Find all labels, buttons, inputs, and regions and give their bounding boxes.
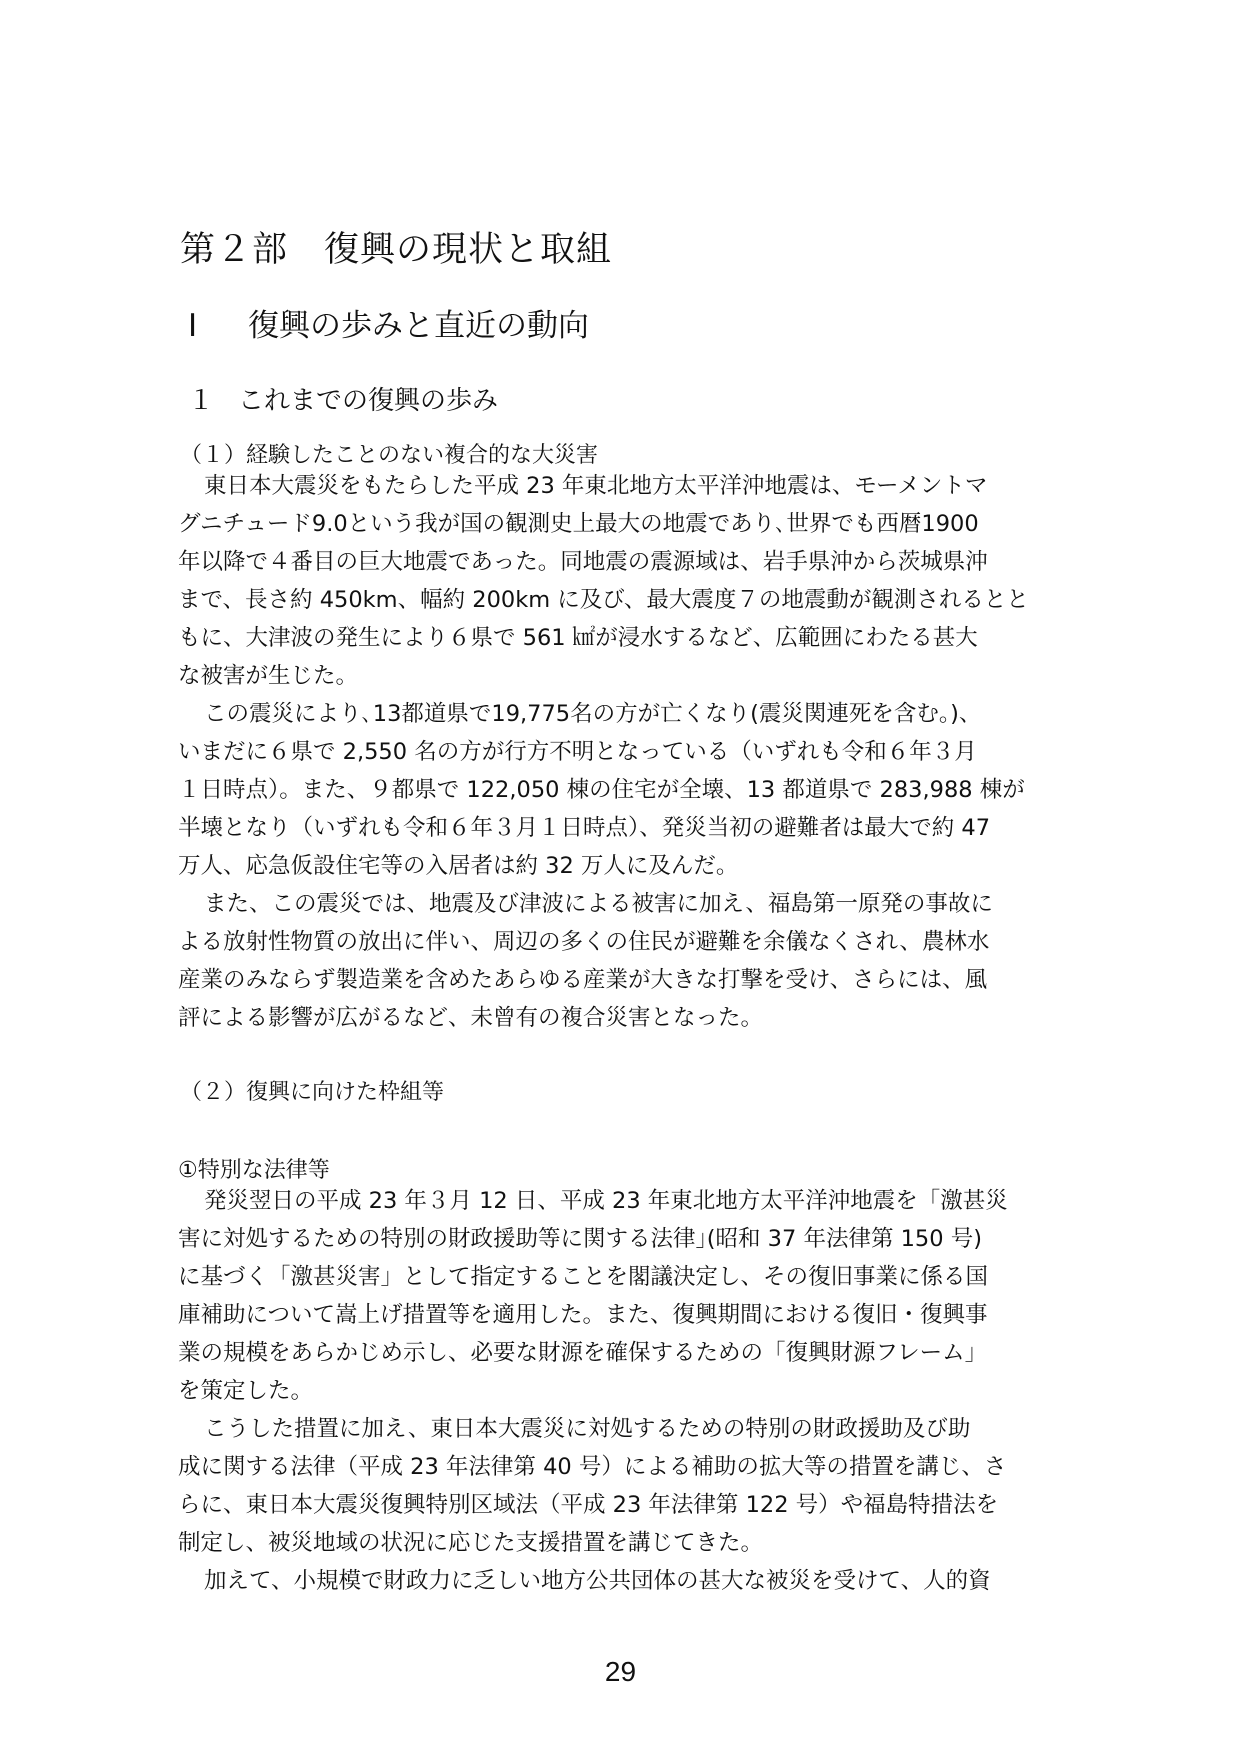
text-line: 制定し、被災地域の状況に応じた支援措置を講じてきた。 xyxy=(178,1530,764,1556)
text-line: まで、長さ約 450km、幅約 200km に及び、最大震度７の地震動が観測されるとと xyxy=(178,587,1029,613)
text-line: 発災翌日の平成 23 年３月 12 日、平成 23 年東北地方太平洋沖地震を「激甚災 xyxy=(204,1188,1008,1214)
paragraph xyxy=(178,1182,1068,1410)
item-title: ①特別な法律等 xyxy=(178,1158,330,1183)
text-line: グニチュード9.0という我が国の観測史上最大の地震であり､世界でも西暦1900 xyxy=(178,511,979,537)
text-line: もに、大津波の発生により６県で 561 ㎢が浸水するなど、広範囲にわたる甚大 xyxy=(178,625,978,651)
subsection-1-title: （１）経験したことのない複合的な大災害 xyxy=(180,443,599,468)
text-line: この震災により､13都道県で19,775名の方が亡くなり(震災関連死を含む｡)、 xyxy=(204,701,982,727)
text-line: こうした措置に加え、東日本大震災に対処するための特別の財政援助及び助 xyxy=(204,1416,971,1442)
section-title-text: これまでの復興の歩み xyxy=(238,386,499,416)
text-line: また、この震災では、地震及び津波による被害に加え、福島第一原発の事故に xyxy=(204,891,993,917)
text-line: 庫補助について嵩上げ措置等を適用した。また、復興期間における復旧・復興事 xyxy=(178,1302,988,1328)
text-line: 産業のみならず製造業を含めたあらゆる産業が大きな打撃を受け、さらには、風 xyxy=(178,967,988,993)
text-line: 害に対処するための特別の財政援助等に関する法律｣(昭和 37 年法律第 150 号) xyxy=(178,1226,982,1252)
chapter-number: Ⅰ xyxy=(188,308,198,344)
text-line: 加えて、小規模で財政力に乏しい地方公共団体の甚大な被災を受けて、人的資 xyxy=(204,1568,991,1594)
text-line: よる放射性物質の放出に伴い、周辺の多くの住民が避難を余儀なくされ、農林水 xyxy=(178,929,990,955)
text-line: 年以降で４番目の巨大地震であった。同地震の震源域は、岩手県沖から茨城県沖 xyxy=(178,549,988,575)
paragraph xyxy=(178,1410,1068,1562)
text-line: 評による影響が広がるなど、未曾有の複合災害となった。 xyxy=(178,1005,764,1031)
text-line: な被害が生じた。 xyxy=(178,663,359,689)
text-line: を策定した。 xyxy=(178,1378,314,1404)
text-line: 業の規模をあらかじめ示し、必要な財源を確保するための「復興財源フレーム」 xyxy=(178,1340,988,1366)
paragraph xyxy=(178,467,1068,695)
text-line: に基づく「激甚災害」として指定することを閣議決定し、その復旧事業に係る国 xyxy=(178,1264,989,1290)
section-title xyxy=(188,380,498,417)
text-line: １日時点）。また、９都県で 122,050 棟の住宅が全壊、13 都道県で 283,988 棟が xyxy=(178,777,1025,803)
text-line: 万人、応急仮設住宅等の入居者は約 32 万人に及んだ。 xyxy=(178,853,739,879)
text-line: 半壊となり（いずれも令和６年３月１日時点）、発災当初の避難者は最大で約 47 xyxy=(178,815,991,841)
part-title: 第２部 復興の現状と取組 xyxy=(180,230,613,270)
subsection-2-title: （２）復興に向けた枠組等 xyxy=(180,1080,445,1105)
chapter-title xyxy=(188,300,589,345)
paragraph xyxy=(178,885,1068,1037)
text-line: 成に関する法律（平成 23 年法律第 40 号）による補助の拡大等の措置を講じ、さ xyxy=(178,1454,1007,1480)
paragraph xyxy=(178,695,1068,885)
chapter-title-text: 復興の歩みと直近の動向 xyxy=(248,308,589,344)
text-line: 東日本大震災をもたらした平成 23 年東北地方太平洋沖地震は、モーメントマ xyxy=(204,473,988,499)
text-line: らに、東日本大震災復興特別区域法（平成 23 年法律第 122 号）や福島特措法を xyxy=(178,1492,999,1518)
section-number: １ xyxy=(188,386,215,416)
paragraph xyxy=(178,1562,1068,1600)
text-line: いまだに６県で 2,550 名の方が行方不明となっている（いずれも令和６年３月 xyxy=(178,739,977,765)
page-number: 29 xyxy=(604,1656,637,1687)
